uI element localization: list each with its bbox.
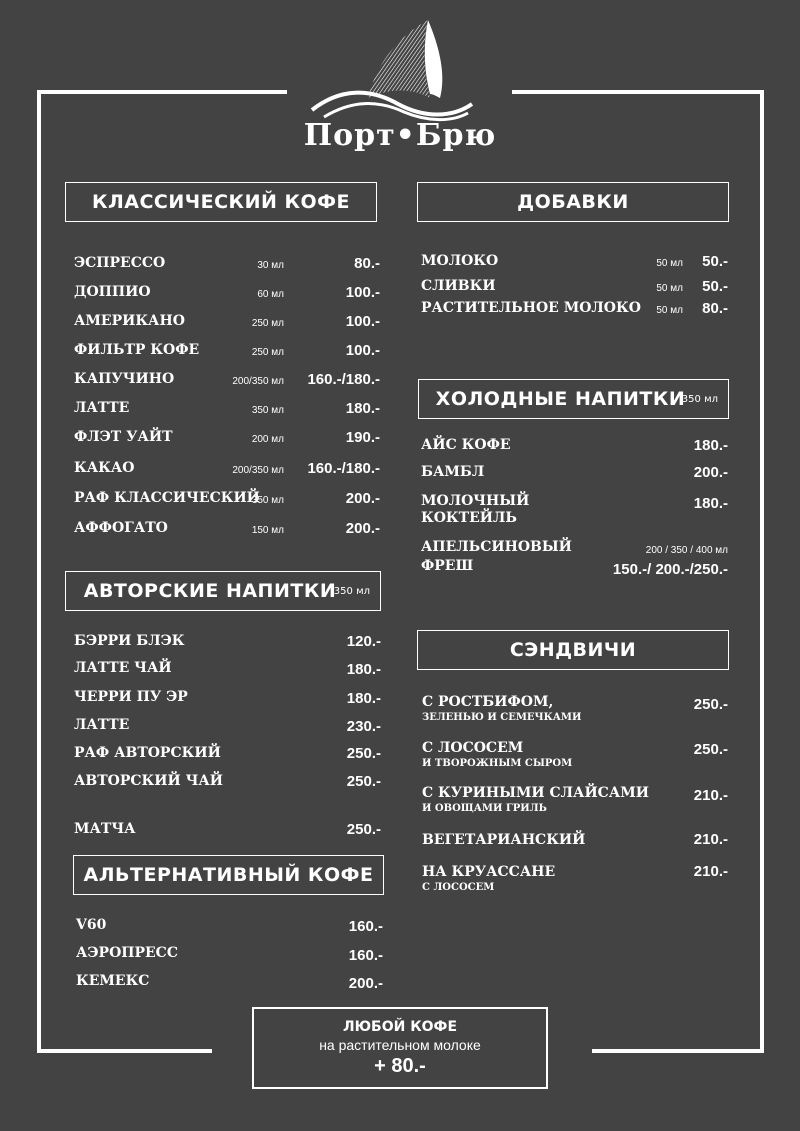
- menu-item-name: ФЛЭТ УАЙТ: [74, 429, 173, 445]
- menu-item-name: БАМБЛ: [421, 464, 485, 480]
- menu-item-name-line2: КОКТЕЙЛЬ: [421, 510, 517, 526]
- section-title: ДОБАВКИ: [517, 191, 629, 213]
- menu-item-price: 200.-: [348, 975, 383, 992]
- menu-item-volume: 250 мл: [251, 347, 284, 358]
- brand-name: Порт•Брю: [303, 118, 497, 153]
- menu-item-name: V60: [76, 917, 107, 933]
- menu-item-volume: 200 / 350 / 400 мл: [645, 545, 728, 556]
- menu-item-volume: 200/350 мл: [232, 376, 284, 387]
- menu-item-price: 160.-/180.-: [307, 371, 380, 388]
- menu-item-volume: 350 мл: [251, 405, 284, 416]
- menu-item-name: ЛАТТЕ ЧАЙ: [74, 660, 172, 676]
- section-alternative-coffee: [73, 855, 384, 895]
- section-title: АВТОРСКИЕ НАПИТКИ: [83, 580, 337, 602]
- section-signature-drinks: [65, 571, 381, 611]
- menu-item-price: 180.-: [345, 400, 380, 417]
- menu-item-price: 210.-: [693, 787, 728, 804]
- menu-item-price: 250.-: [693, 696, 728, 713]
- menu-item-volume: 200/350 мл: [232, 465, 284, 476]
- menu-item-name: КЕМЕКС: [76, 973, 150, 989]
- section-title: СЭНДВИЧИ: [509, 639, 637, 661]
- menu-item-description: ЗЕЛЕНЬЮ И СЕМЕЧКАМИ: [422, 712, 582, 723]
- menu-item-price: 210.-: [693, 863, 728, 880]
- menu-item-price: 100.-: [345, 313, 380, 330]
- menu-item-volume: 50 мл: [656, 305, 683, 316]
- menu-item-volume: 200 мл: [251, 434, 284, 445]
- menu-item-price: 160.-/180.-: [307, 460, 380, 477]
- menu-item-price: 50.-: [702, 278, 728, 295]
- menu-item-name: ЛАТТЕ: [74, 717, 130, 733]
- menu-item-description: И ОВОЩАМИ ГРИЛЬ: [422, 803, 547, 814]
- frame-top-left: [37, 90, 287, 94]
- section-volume: 350 мл: [681, 393, 718, 405]
- menu-item-name: НА КРУАССАНЕ: [422, 864, 556, 880]
- menu-item-name: АПЕЛЬСИНОВЫЙ: [421, 539, 572, 555]
- menu-item-name: РАФ АВТОРСКИЙ: [74, 745, 221, 761]
- section-title: КЛАССИЧЕСКИЙ КОФЕ: [91, 191, 351, 213]
- menu-item-name: С КУРИНЫМИ СЛАЙСАМИ: [422, 785, 649, 801]
- menu-item-name: МОЛОКО: [421, 253, 499, 269]
- menu-item-name: ДОППИО: [74, 284, 151, 300]
- menu-item-price: 190.-: [345, 429, 380, 446]
- menu-item-name: МОЛОЧНЫЙ: [421, 493, 530, 509]
- menu-item-price: 160.-: [348, 947, 383, 964]
- menu-item-name: ВЕГЕТАРИАНСКИЙ: [422, 832, 586, 848]
- menu-item-name: ФИЛЬТР КОФЕ: [74, 342, 200, 358]
- menu-item-name: АЙС КОФЕ: [421, 437, 511, 453]
- menu-item-volume: 50 мл: [656, 258, 683, 269]
- menu-item-volume: 350 мл: [251, 495, 284, 506]
- menu-item-description: С ЛОСОСЕМ: [422, 882, 495, 893]
- section-volume: 350 мл: [333, 585, 370, 597]
- frame-left: [37, 90, 41, 1053]
- menu-item-name: ЛАТТЕ: [74, 400, 130, 416]
- menu-item-price: 250.-: [346, 745, 381, 762]
- menu-item-price: 200.-: [345, 520, 380, 537]
- menu-item-price: 160.-: [348, 918, 383, 935]
- menu-item-price: 50.-: [702, 253, 728, 270]
- menu-item-name: ЭСПРЕССО: [74, 255, 166, 271]
- menu-item-price: 100.-: [345, 284, 380, 301]
- menu-item-name: АЭРОПРЕСС: [76, 945, 178, 961]
- menu-item-name: РАСТИТЕЛЬНОЕ МОЛОКО: [421, 300, 641, 316]
- menu-item-name: АМЕРИКАНО: [74, 313, 185, 329]
- section-sandwiches: [417, 630, 729, 670]
- menu-item-price: 250.-: [346, 821, 381, 838]
- menu-item-name: С РОСТБИФОМ,: [422, 694, 554, 710]
- menu-item-name: С ЛОСОСЕМ: [422, 740, 524, 756]
- section-cold-drinks: [418, 379, 729, 419]
- promo-box: [252, 1007, 548, 1089]
- menu-item-price: 200.-: [345, 490, 380, 507]
- menu-item-name-line2: ФРЕШ: [421, 558, 474, 574]
- menu-item-price: 230.-: [346, 718, 381, 735]
- menu-item-name: БЭРРИ БЛЭК: [74, 633, 185, 649]
- menu-item-name: АФФОГАТО: [74, 520, 168, 536]
- frame-top-right: [512, 90, 764, 94]
- menu-item-name: СЛИВКИ: [421, 278, 496, 294]
- menu-item-price: 80.-: [702, 300, 728, 317]
- section-additions: [417, 182, 729, 222]
- menu-item-price: 100.-: [345, 342, 380, 359]
- frame-bottom-right: [592, 1049, 764, 1053]
- section-classic-coffee: [65, 182, 377, 222]
- section-title: ХОЛОДНЫЕ НАПИТКИ: [435, 388, 686, 410]
- menu-item-volume: 50 мл: [656, 283, 683, 294]
- promo-line-2: на растительном молоке: [319, 1037, 481, 1053]
- menu-item-name: МАТЧА: [74, 821, 136, 837]
- menu-item-price: 250.-: [693, 741, 728, 758]
- menu-item-name: КАКАО: [74, 460, 135, 476]
- menu-item-price: 250.-: [346, 773, 381, 790]
- menu-item-price: 210.-: [693, 831, 728, 848]
- menu-item-price: 180.-: [693, 437, 728, 454]
- section-title: АЛЬТЕРНАТИВНЫЙ КОФЕ: [83, 864, 374, 886]
- frame-bottom-left: [37, 1049, 212, 1053]
- menu-item-volume: 150 мл: [251, 525, 284, 536]
- frame-right: [760, 90, 764, 1053]
- menu-item-name: РАФ КЛАССИЧЕСКИЙ: [74, 490, 260, 506]
- menu-item-name: АВТОРСКИЙ ЧАЙ: [74, 773, 223, 789]
- sail-over-waves-icon: [300, 18, 500, 128]
- menu-item-price: 150.-/ 200.-/250.-: [612, 561, 728, 578]
- menu-item-price: 200.-: [693, 464, 728, 481]
- menu-item-description: И ТВОРОЖНЫМ СЫРОМ: [422, 758, 573, 769]
- menu-item-name: КАПУЧИНО: [74, 371, 175, 387]
- menu-item-name: ЧЕРРИ ПУ ЭР: [74, 689, 188, 705]
- menu-item-volume: 250 мл: [251, 318, 284, 329]
- menu-item-price: 120.-: [346, 633, 381, 650]
- menu-item-price: 180.-: [346, 661, 381, 678]
- menu-item-price: 180.-: [346, 690, 381, 707]
- promo-price: + 80.-: [374, 1055, 426, 1077]
- menu-item-price: 80.-: [354, 255, 380, 272]
- menu-item-price: 180.-: [693, 495, 728, 512]
- promo-line-1: ЛЮБОЙ КОФЕ: [342, 1019, 458, 1035]
- menu-item-volume: 60 мл: [257, 289, 284, 300]
- menu-item-volume: 30 мл: [257, 260, 284, 271]
